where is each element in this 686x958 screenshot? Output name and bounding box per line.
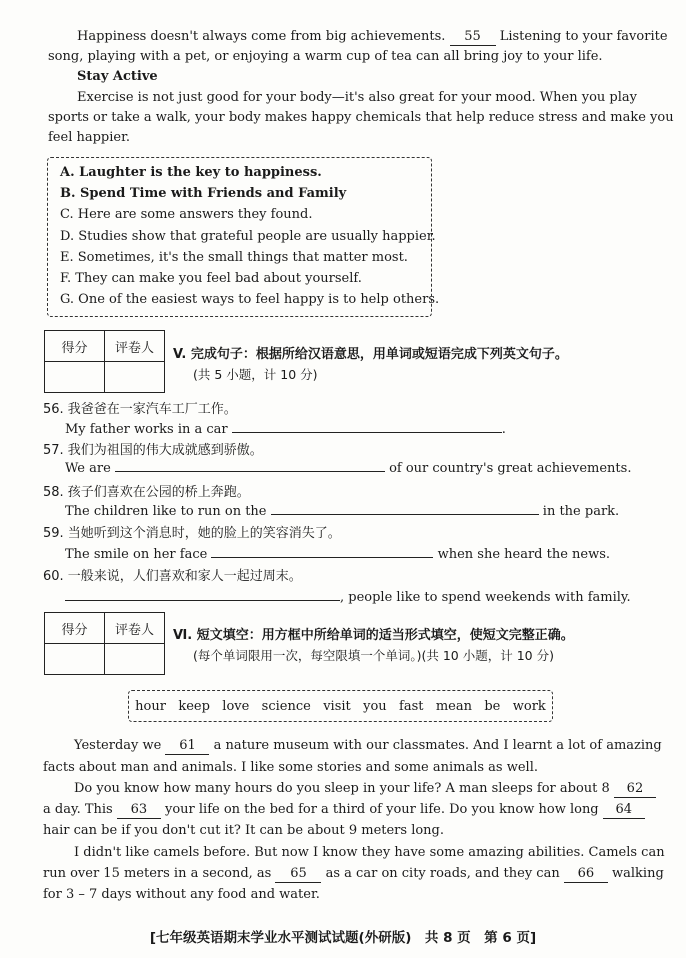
grader-cell[interactable]	[105, 644, 165, 675]
passage-line: for 3 – 7 days without any food and water.	[43, 887, 320, 902]
item-60-cn: 60. 一般来说，人们喜欢和家人一起过周末。	[43, 569, 302, 584]
option-c: C. Here are some answers they found.	[60, 207, 313, 222]
blank-55[interactable]: 55	[450, 29, 496, 46]
text: run over 15 meters in a second, as	[43, 866, 272, 881]
option-e: E. Sometimes, it's the small things that matter most.	[60, 250, 408, 265]
section5-subtitle: (共 5 小题，计 10 分)	[193, 367, 318, 382]
text: , people like to spend weekends with family.	[340, 590, 631, 605]
blank-65[interactable]: 65	[275, 866, 321, 883]
option-g: G. One of the easiest ways to feel happy is to help others.	[60, 292, 440, 307]
score-label: 得分	[45, 331, 105, 362]
item-60-en	[65, 588, 631, 608]
blank-56[interactable]	[232, 432, 502, 433]
text: when she heard the news.	[437, 547, 611, 562]
passage-line: hair can be if you don't cut it? It can be about 9 meters long.	[43, 823, 445, 838]
page-footer: [七年级英语期末学业水平测试试题(外研版) 共 8 页 第 6 页]	[149, 930, 537, 946]
score-table	[44, 612, 165, 675]
option-b: B. Spend Time with Friends and Family	[60, 186, 347, 201]
blank-66[interactable]: 66	[564, 866, 608, 883]
passage-line: song, playing with a pet, or enjoying a warm cup of tea can all bring joy to your life.	[48, 49, 603, 64]
passage-line: I didn't like camels before. But now I know they have some amazing abilities. Camels can	[74, 845, 665, 860]
text: as a car on city roads, and they can	[325, 866, 560, 881]
blank-63[interactable]: 63	[117, 802, 161, 819]
grader-label: 评卷人	[105, 331, 165, 362]
word-bank	[128, 690, 553, 722]
score-label: 得分	[45, 613, 105, 644]
blank-64[interactable]: 64	[603, 802, 645, 819]
text: Listening to your favorite	[499, 29, 668, 44]
text: My father works in a car	[65, 422, 228, 437]
text: Do you know how many hours do you sleep in your life? A man sleeps for about 8	[74, 781, 610, 796]
text: of our country's great achievements.	[389, 461, 632, 476]
grader-cell[interactable]	[105, 362, 165, 393]
option-d: D. Studies show that grateful people are usually happier.	[60, 229, 436, 244]
text: a nature museum with our classmates. And I learnt a lot of amazing	[213, 738, 662, 753]
item-56-en	[65, 420, 506, 440]
text: .	[501, 422, 506, 437]
word-you: you	[363, 698, 387, 714]
item-57-en	[65, 459, 631, 479]
blank-61[interactable]: 61	[165, 738, 209, 755]
passage-line: sports or take a walk, your body makes happy chemicals that help reduce stress and make you	[48, 110, 674, 125]
word-be: be	[484, 698, 501, 714]
text: Happiness doesn't always come from big achievements.	[77, 29, 446, 44]
text: your life on the bed for a third of your life. Do you know how long	[165, 802, 599, 817]
passage-line: facts about man and animals. I like some stories and some animals as well.	[43, 760, 539, 775]
text: walking	[612, 866, 664, 881]
section-heading: Stay Active	[77, 69, 158, 84]
word-keep: keep	[178, 698, 210, 714]
passage-line	[43, 864, 664, 884]
passage-line: feel happier.	[48, 130, 131, 145]
option-f: F. They can make you feel bad about yourself.	[60, 271, 362, 286]
blank-59[interactable]	[211, 557, 433, 558]
text: The smile on her face	[65, 547, 208, 562]
blank-58[interactable]	[271, 514, 539, 515]
blank-62[interactable]: 62	[614, 781, 656, 798]
item-58-en	[65, 502, 619, 522]
blank-57[interactable]	[115, 471, 385, 472]
blank-60[interactable]	[65, 600, 340, 601]
section6-subtitle: (每个单词限用一次，每空限填一个单词。)(共 10 小题，计 10 分)	[193, 648, 554, 663]
score-cell[interactable]	[45, 362, 105, 393]
section6-title: Ⅵ. 短文填空：用方框中所给单词的适当形式填空，使短文完整正确。	[173, 628, 574, 643]
passage-line	[77, 27, 668, 47]
text: a day. This	[43, 802, 113, 817]
word-work: work	[512, 698, 546, 714]
score-cell[interactable]	[45, 644, 105, 675]
item-59-en	[65, 545, 610, 565]
section5-title: V. 完成句子：根据所给汉语意思，用单词或短语完成下列英文句子。	[173, 347, 568, 362]
text: in the park.	[542, 504, 620, 519]
item-59-cn: 59. 当她听到这个消息时，她的脸上的笑容消失了。	[43, 526, 341, 541]
item-57-cn: 57. 我们为祖国的伟大成就感到骄傲。	[43, 443, 263, 458]
passage-line: Exercise is not just good for your body—it's also great for your mood. When you play	[77, 90, 637, 105]
item-58-cn: 58. 孩子们喜欢在公园的桥上奔跑。	[43, 485, 250, 500]
word-hour: hour	[135, 698, 166, 714]
grader-label: 评卷人	[105, 613, 165, 644]
word-science: science	[261, 698, 311, 714]
text: Yesterday we	[74, 738, 162, 753]
option-a: A. Laughter is the key to happiness.	[60, 165, 322, 180]
word-fast: fast	[399, 698, 424, 714]
score-table	[44, 330, 165, 393]
passage-line	[74, 736, 662, 756]
passage-line	[74, 779, 656, 799]
text: The children like to run on the	[65, 504, 267, 519]
text: We are	[65, 461, 111, 476]
item-56-cn: 56. 我爸爸在一家汽车工厂工作。	[43, 402, 237, 417]
word-mean: mean	[435, 698, 472, 714]
word-visit: visit	[323, 698, 351, 714]
passage-line	[43, 800, 645, 820]
word-love: love	[222, 698, 250, 714]
